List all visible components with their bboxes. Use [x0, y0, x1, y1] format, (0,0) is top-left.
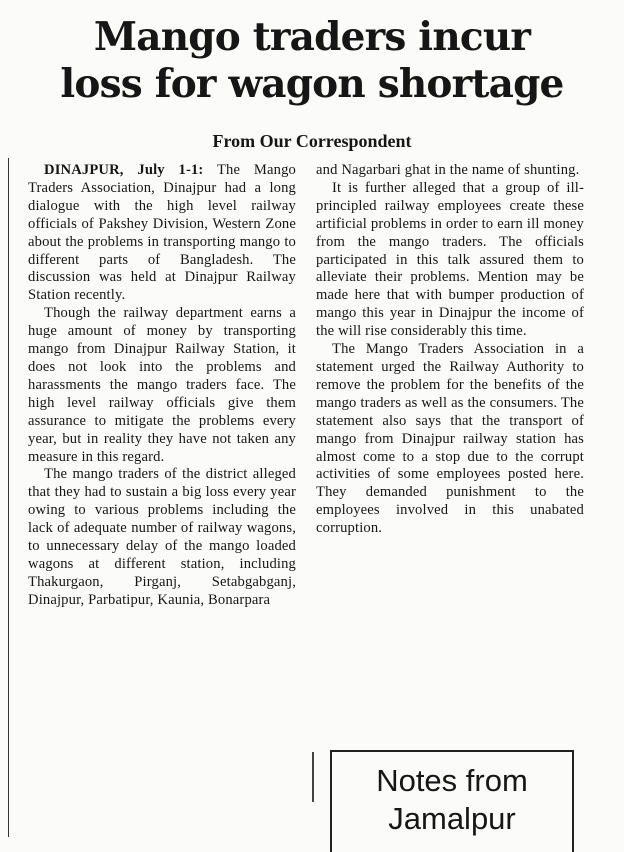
paragraph-2: Though the railway department earns a huge amount of money by transporting mango from Dinajpur Railway Station, it does not look into the problems and harassments the mango traders face. The high level railway officials give them assurance to mitigate the problems every year, but in reality they have not taken any measure in this regard.: [28, 305, 296, 465]
paragraph-1-text: The Mango Traders Association, Dinajpur had a long dialogue with the high level railway officials of Pakshey Division, Western Zone about the problems in transporting mango to different parts of Bangladesh. The discussion was held at Dinajpur Railway Station recently.: [28, 162, 296, 304]
headline-line-1: Mango traders incur: [93, 14, 531, 60]
notes-box-title-line-2: Jamalpur: [388, 801, 516, 836]
article-column-1: [28, 162, 296, 610]
scan-edge-mark: [312, 752, 314, 802]
paragraph-1: [28, 162, 296, 305]
dateline: DINAJPUR, July 1-1:: [44, 162, 204, 178]
paragraph-6: The Mango Traders Association in a statement urged the Railway Authority to remove the problem for the benefits of the mango traders as well as the consumers. The statement also says that the transport of mango from Dinajpur railway station has almost come to a stop due to the corrupt activities of some employees posted here. They demanded punishment to the employees involved in this unabated corruption.: [316, 341, 584, 537]
paragraph-5: It is further alleged that a group of ill-principled railway employees create these artificial problems in order to earn ill money from the mango traders. The officials participated in this talk assured them to alleviate their problems. Mention may be made here that with bumper production of mango this year in Dinajpur the income of the will rise considerably this time.: [316, 179, 584, 340]
notes-box-title: [332, 762, 572, 838]
byline: From Our Correspondent: [212, 131, 412, 151]
paragraph-3: The mango traders of the district alleged that they had to sustain a big loss every year owing to various problems including the lack of adequate number of railway wagons, to unnecessary delay of the mango loaded wagons at different station, including Thakurgaon, Pirganj, Setabgabganj, Dinajpur, Parbatipur, Kaunia, Bonarpara: [28, 466, 296, 608]
column-rule: [8, 158, 9, 837]
notes-box-title-line-1: Notes from: [376, 763, 528, 798]
headline: [0, 14, 624, 108]
headline-line-2: loss for wagon shortage: [60, 61, 564, 107]
article-column-2: [316, 162, 584, 538]
paragraph-4: and Nagarbari ghat in the name of shunting.: [316, 162, 580, 178]
